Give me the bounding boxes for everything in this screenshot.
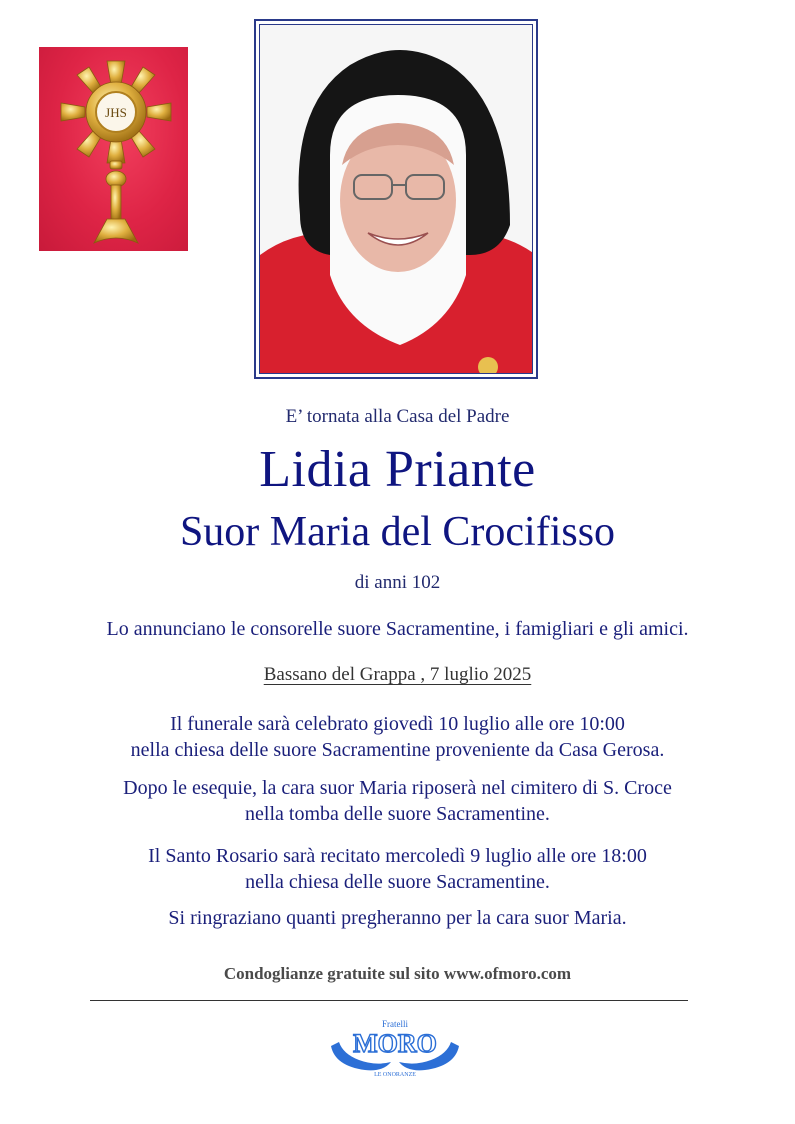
divider bbox=[90, 1000, 688, 1001]
announcement-text: Lo annunciano le consorelle suore Sacramentine, i famigliari e gli amici. bbox=[106, 618, 689, 640]
monstrance-icon bbox=[39, 47, 188, 251]
funeral-line-1: Il funerale sarà celebrato giovedì 10 luglio alle ore 10:00 bbox=[170, 713, 625, 735]
burial-paragraph bbox=[0, 775, 795, 827]
thanks-text: Si ringraziano quanti pregheranno per la cara suor Maria. bbox=[168, 907, 627, 929]
funeral-line-2: nella chiesa delle suore Sacramentine proveniente da Casa Gerosa. bbox=[130, 739, 665, 761]
portrait-frame bbox=[254, 19, 538, 379]
rosary-line-1: Il Santo Rosario sarà recitato mercoledì 9 luglio alle ore 18:00 bbox=[148, 845, 647, 867]
burial-line-2: nella tomba delle suore Sacramentine. bbox=[245, 803, 550, 825]
age-text: di anni 102 bbox=[354, 572, 441, 593]
condolences-text: Condoglianze gratuite sul sito www.ofmoro.com bbox=[223, 964, 572, 983]
place-date: Bassano del Grappa , 7 luglio 2025 bbox=[263, 664, 532, 685]
emblem-label: JHS bbox=[105, 105, 127, 120]
intro-text: E’ tornata alla Casa del Padre bbox=[285, 406, 510, 427]
religious-name: Suor Maria del Crocifisso bbox=[179, 509, 616, 555]
logo-bottom-text: LE ONORANZE bbox=[374, 1072, 416, 1078]
logo-main-text: MORO bbox=[353, 1029, 437, 1058]
rosary-line-2: nella chiesa delle suore Sacramentine. bbox=[245, 871, 550, 893]
funeral-paragraph bbox=[0, 711, 795, 763]
moro-logo bbox=[325, 1016, 465, 1080]
deceased-name: Lidia Priante bbox=[259, 441, 536, 498]
hands-logo-icon bbox=[325, 1016, 465, 1080]
portrait-photo bbox=[259, 24, 533, 374]
rosary-paragraph bbox=[0, 843, 795, 895]
burial-line-1: Dopo le esequie, la cara suor Maria riposerà nel cimitero di S. Croce bbox=[123, 777, 672, 799]
monstrance-emblem bbox=[39, 47, 188, 251]
logo-top-text: Fratelli bbox=[382, 1019, 408, 1029]
